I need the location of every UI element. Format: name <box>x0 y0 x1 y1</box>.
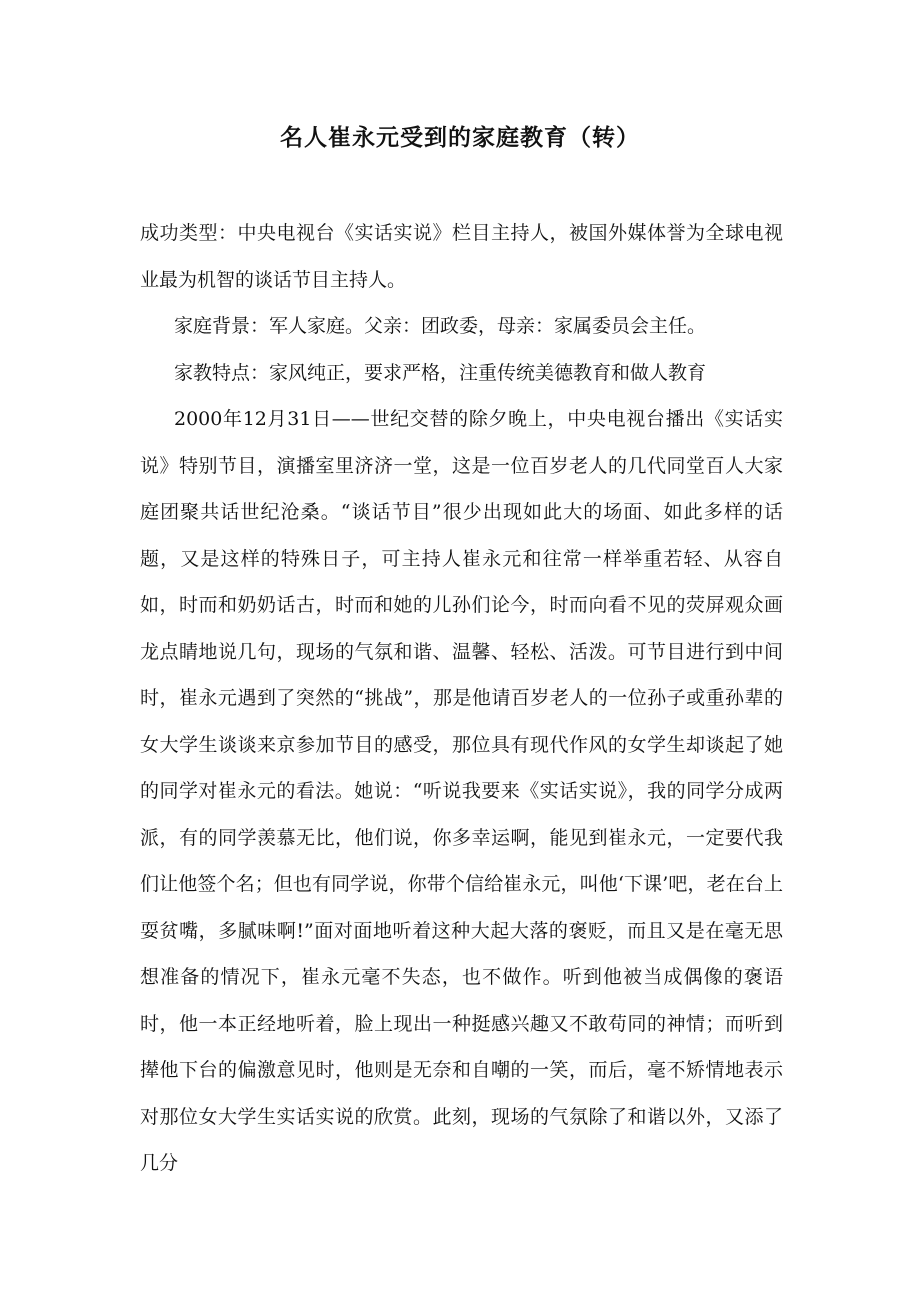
paragraph-success-type: 成功类型：中央电视台《实话实说》栏目主持人，被国外媒体誉为全球电视业最为机智的谈话节目主持人。 <box>140 222 783 291</box>
paragraph-family-background: 家庭背景：军人家庭。父亲：团政委，母亲：家属委员会主任。 <box>174 315 707 337</box>
document-title: 名人崔永元受到的家庭教育（转） <box>280 124 640 151</box>
paragraph-story: 2000年12月31日——世纪交替的除夕晚上，中央电视台播出《实话实说》特别节目，演播室里济济一堂，这是一位百岁老人的几代同堂百人大家庭团聚共话世纪沧桑。“谈话节目”很少出现如此大的场面、如此多样的话题，又是这样的特殊日子，可主持人崔永元和往常一样举重若轻、从容自如，时而和奶奶话古，时而和她的儿孙们论今，时而向看不见的荧屏观众画龙点睛地说几句，现场的气氛和谐、温馨、轻松、活泼。可节目进行到中间时，崔永元遇到了突然的“挑战”，那是他请百岁老人的一位孙子或重孙辈的女大学生谈谈来京参加节目的感受，那位具有现代作风的女学生却谈起了她的同学对崔永元的看法。她说：“听说我要来《实话实说》，我的同学分成两派，有的同学羡慕无比，他们说，你多幸运啊，能见到崔永元，一定要代我们让他签个名；但也有同学说，你带个信给崔永元，叫他‘下课’吧，老在台上耍贫嘴，多腻味啊!”面对面地听着这种大起大落的褒贬，而且又是在毫无思想准备的情况下，崔永元毫不失态，也不做作。听到他被当成偶像的褒语时，他一本正经地听着，脸上现出一种挺感兴趣又不敢苟同的神情；而听到撵他下台的偏激意见时，他则是无奈和自嘲的一笑，而后，毫不矫情地表示对那位女大学生实话实说的欣赏。此刻，现场的气氛除了和谐以外，又添了几分 <box>140 408 783 1174</box>
paragraph-family-education: 家教特点：家风纯正，要求严格，注重传统美德教育和做人教育 <box>174 361 707 384</box>
document-body <box>140 210 783 1187</box>
